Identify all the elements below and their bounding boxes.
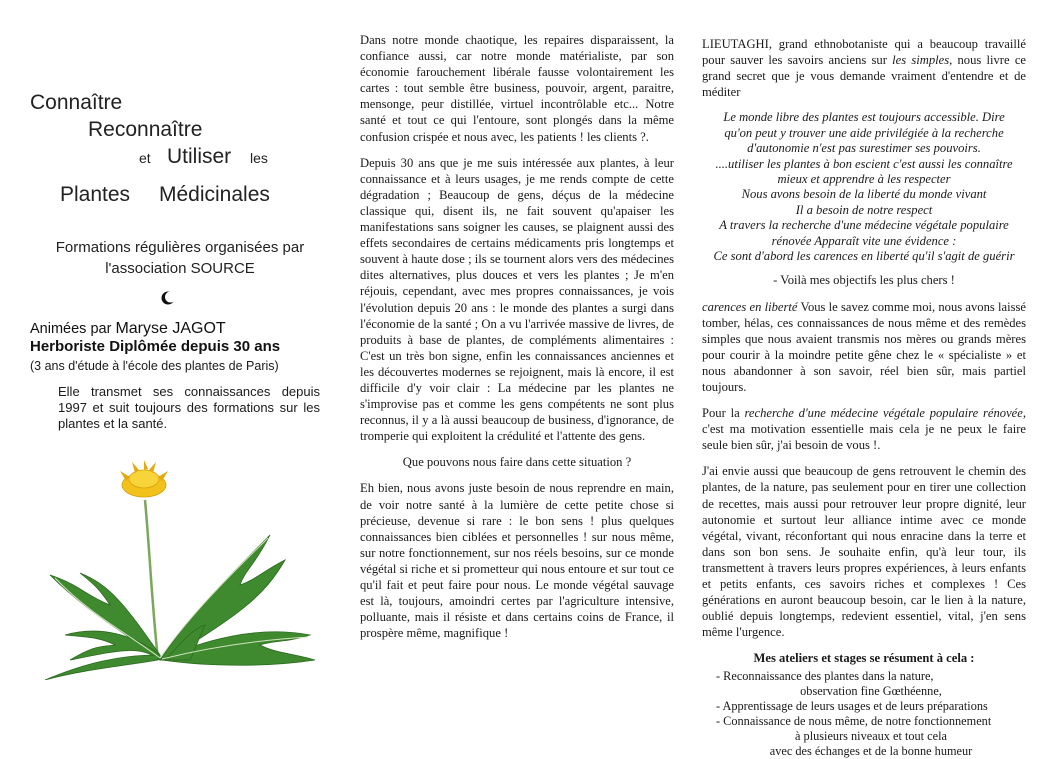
right-paragraph-4: J'ai envie aussi que beaucoup de gens retrouvent le chemin des plantes, de la nature, pas seulement pour en tirer une collection de recettes, mais aussi pour retrouver leur propre dignité, leur autonomie et surtout leur alliance intime avec ce monde végétal, vivant, réconfortant qui nous enracine dans la terre et dans son bon sens. Je souhaite enfin, qu'à leur tour, ils transmettent à travers leurs propres expériences, à leurs enfants et petits enfants, ces savoirs riches et complexes ! Ces générations en auront beaucoup besoin, car le lien à la nature, oublié depuis longtemps, redevient essentiel, vital, j'en sens même l'urgence. <box>702 464 1026 640</box>
title-les: les <box>250 150 268 166</box>
animee-par <box>30 320 226 338</box>
carences-italic: carences en liberté <box>702 299 798 314</box>
quote-line: d'autonomie n'est pas surestimer ses pouvoirs. <box>747 141 981 156</box>
middle-paragraph-1: Dans notre monde chaotique, les repaires disparaissent, la confiance aussi, car notre monde matérialiste, par son économie farouchement libérale fausse volontairement les cartes : tout semble être business, pouvoir, argent, paraitre, mensonge, peur distillée, virtuel incontrôlable etc... Notre santé et tout ce qui l'entoure, sont plongés dans la même confusion crispée et nous avec, les patients ! les clients ?. <box>360 33 674 144</box>
quote-line: Il a besoin de notre respect <box>795 202 933 217</box>
list-item: - Apprentissage de leurs usages et de leurs préparations <box>716 698 988 713</box>
right-paragraph-2 <box>702 299 1026 396</box>
quote-line: mieux et apprendre à les respecter <box>777 172 951 186</box>
list-item: - Reconnaissance des plantes dans la nature, <box>716 668 934 683</box>
quote-line: qu'on peut y trouver une aide privilégiée à la recherche <box>724 125 1004 140</box>
right-paragraph-3 <box>702 405 1026 453</box>
ecole-line: (3 ans d'étude à l'école des plantes de Paris) <box>30 359 279 373</box>
quote-line: Ce sont d'abord les carences en liberté qu'il s'agit de guérir <box>713 249 1015 264</box>
title-medicinales: Médicinales <box>159 183 270 206</box>
quote-line: rénovée Apparaît vite une évidence : <box>771 233 957 248</box>
list-item: à plusieurs niveaux et tout cela <box>795 728 947 743</box>
list-item: - Connaissance de nous même, de notre fonctionnement <box>716 713 992 728</box>
middle-column <box>350 0 680 756</box>
list-item: observation fine Gœthéenne, <box>800 683 942 698</box>
right-p1-simples: les simples <box>892 53 950 68</box>
right-paragraph-1 <box>702 36 1026 100</box>
right-p2-rest: Vous le savez comme moi, nous avons laissé tomber, hélas, ces connaissances de nous même et des remèdes simples que nous avaient transmis nos mères ou grands mères pour courir à la moindre petite gêne chez le « spécialiste » et nous abandonner à son savoir, réel bien sûr, mais partiel toujours. <box>702 299 1026 394</box>
right-p3-rest: , c'est ma motivation essentielle mais cela je ne peux le faire seule bien sûr, j'ai besoin de vous !. <box>702 406 1026 453</box>
quote-line: A travers la recherche d'une médecine végétale populaire <box>719 218 1009 233</box>
transmet-paragraph: Elle transmet ses connaissances depuis 1997 et suit toujours des formations sur les plantes et la santé. <box>58 384 320 431</box>
objectifs-line: - Voilà mes objectifs les plus chers ! <box>773 273 955 288</box>
lieutaghi-quote <box>702 110 1026 264</box>
title-reconnaitre: Reconnaître <box>88 118 203 141</box>
left-column <box>0 0 340 756</box>
title-et: et <box>139 150 151 166</box>
lieutaghi-name: LIEUTAGHI, <box>702 37 772 51</box>
formations-line-2: l'association SOURCE <box>105 260 255 277</box>
herboriste-line: Herboriste Diplômée depuis 30 ans <box>30 338 281 355</box>
quote-line: Nous avons besoin de la liberté du monde vivant <box>741 187 987 202</box>
list-item: avec des échanges et de la bonne humeur <box>769 743 973 758</box>
quote-line: ....utiliser les plantes à bon escient c'est aussi les connaître <box>715 156 1013 171</box>
formations-line-1: Formations régulières organisées par <box>55 239 305 256</box>
right-p1-end: , nous livre ce grand secret que je vous demande vraiment d'entendre et de méditer <box>702 53 1026 100</box>
middle-question: Que pouvons nous faire dans cette situation ? <box>402 455 632 470</box>
right-p3-start: Pour la <box>702 406 745 421</box>
dandelion-illustration <box>40 455 325 680</box>
title-connaitre: Connaître <box>30 91 123 114</box>
ateliers-list <box>702 669 1026 759</box>
right-p1-rest: grand ethnobotaniste qui a beaucoup travaillé pour sauver les savoirs anciens sur <box>702 37 1026 68</box>
animee-prefix: Animées par <box>30 321 112 337</box>
right-p3-italic: recherche d'une médecine végétale populaire rénovée <box>744 406 1023 421</box>
quote-line: Le monde libre des plantes est toujours accessible. Dire <box>723 110 1005 125</box>
title-utiliser: Utiliser <box>167 145 232 168</box>
right-column <box>690 0 1030 756</box>
middle-paragraph-3: Eh bien, nous avons juste besoin de nous reprendre en main, de voir notre santé à la lumière de cette petite chose si précieuse, devenue si rare : le bon sens ! plus quelques connaissances bien ciblées et personnelles ! sur nous même, sur notre fonctionnement, sur nos réels besoins, sur ce monde végétal si riche et si prometteur qui nous entoure et sur tout ce qu'il fait et peut faire pour nous. Le monde végétal sauvage est là, toujours, amoindri certes par l'agriculture intensive, polluante, mais il résiste et dans certains coins de France, il prospère même, magnifique ! <box>360 481 674 641</box>
middle-paragraph-2: Depuis 30 ans que je me suis intéressée aux plantes, à leur connaissance et à leurs usages, je me rends compte de cette dégradation ; Beaucoup de gens, déçus de la médecine classique qui, disent ils, ne fait souvent qu'apaiser les manifestations sans soigner les causes, se plaignent aussi des effets secondaires de certains médicaments pris longtemps et souvent à haute dose ; ils se tournent alors vers des médecines dites alternatives, plus douces et vers les plantes ; Je m'en réjouis, cependant, avec mes propres connaissances, je vois l'évolution depuis 20 ans : le monde des plantes a surgi dans l'économie de la santé ; On a vu l'arrivée massive de livres, de produits à base de plantes, de compléments alimentaires : C'est un très bon signe, enfin les connaissances anciennes et les découvertes modernes se rejoignent, mais là encore, il est difficile d'y voir clair : La médecine par les plantes ne s'improvise pas et comme les gens compétents ne sont plus reconnus, il y a là aussi beaucoup de business, d'ignorance, de tromperie qui exploitent la crédulité et l'attente des gens. <box>360 155 674 444</box>
crescent-moon-icon <box>160 290 176 306</box>
ateliers-title: Mes ateliers et stages se résument à cela : <box>753 651 975 666</box>
title-plantes: Plantes <box>60 183 131 206</box>
animee-name: Maryse JAGOT <box>115 320 226 337</box>
